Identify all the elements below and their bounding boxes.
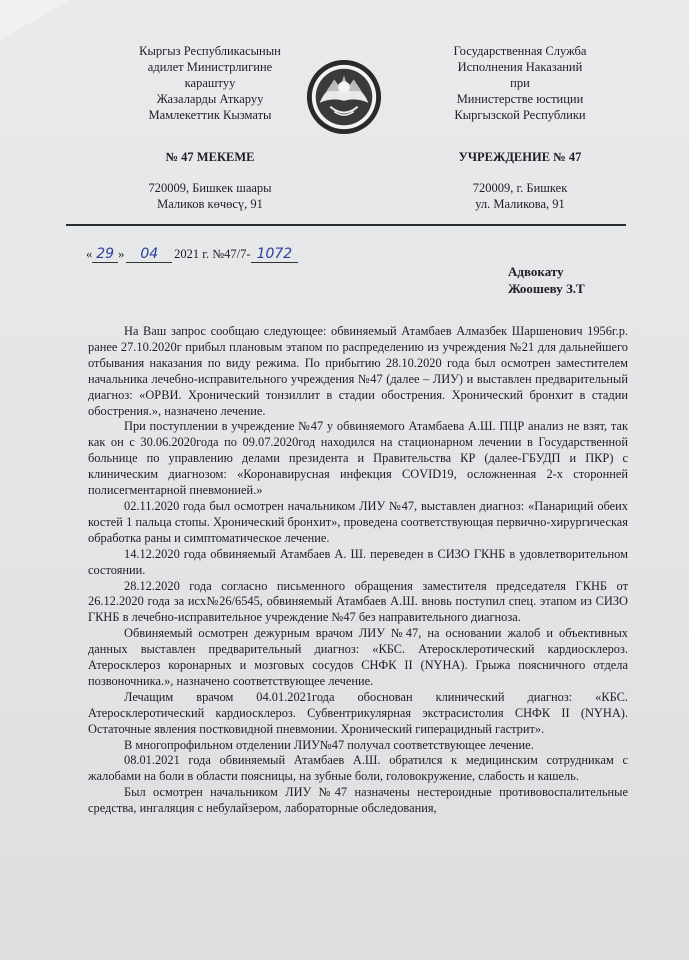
body-paragraph: 28.12.2020 года согласно письменного обращения заместителя председателя ГКНБ от 26.12.2020 года за исх№26/6545, обвиняемый Атамбаев А.Ш. вновь поступил спец. этапом из СИЗО ГКНБ в лечебно-исправительное учреждение №47 без направительного диагноза. xyxy=(88,578,628,625)
state-emblem-icon xyxy=(305,58,383,136)
header-right-address xyxy=(405,180,635,212)
body-paragraph: В многопрофильном отделении ЛИУ№47 получал соответствующее лечение. xyxy=(124,737,534,752)
body-paragraph: 02.11.2020 года был осмотрен начальником ЛИУ №47, выставлен диагноз: «Панариций обеих костей 1 пальца стопы. Хронический бронхит», проведена соответствующая первично-хирургическая обработка раны и симптоматическое лечение. xyxy=(88,498,628,545)
letter-body xyxy=(88,324,628,817)
outgoing-date-number xyxy=(86,246,298,262)
outgoing-number-handwritten: 1072 xyxy=(251,246,299,263)
header-left-org: № 47 МЕКЕМЕ xyxy=(165,150,255,164)
body-paragraph: 14.12.2020 года обвиняемый Атамбаев А. Ш. переведен в СИЗО ГКНБ в удовлетворительном состоянии. xyxy=(88,546,628,577)
addressee-name: Жоошеву З.Т xyxy=(508,281,585,296)
body-paragraph: Был осмотрен начальником ЛИУ №47 назначены нестероидные противовоспалительные средства, ингаляция с небулайзером, лабораторные обследования, xyxy=(88,785,628,816)
header-left-line: адилет Министрлигине xyxy=(147,60,273,74)
address-line: Маликов көчөсү, 91 xyxy=(157,197,263,211)
header-right-line: Министерстве юстиции xyxy=(456,92,584,106)
body-paragraph: Лечащим врачом 04.01.2021года обоснован клинический диагноз: «КБС. Атеросклеротический кардиосклероз. Субвентрикулярная экстрасистолия СНФК II (NYHA). Остаточные явления постковидной пневмонии. Хронический гиперацидный гастрит». xyxy=(88,689,628,736)
date-day-handwritten: 29 xyxy=(92,246,118,263)
date-close-quote: » xyxy=(118,247,125,261)
date-year-text: 2021 г. №47/7- xyxy=(174,247,251,261)
header-divider xyxy=(66,224,626,226)
header-right-line: при xyxy=(510,76,530,90)
header-left-line: Мамлекеттик Кызматы xyxy=(148,108,272,122)
body-paragraph: На Ваш запрос сообщаю следующее: обвиняемый Атамбаев Алмазбек Шаршенович 1956г.р. ранее 27.10.2020г прибыл плановым этапом по распределению из учреждения №21 для дальнейшего отбывания наказания по виду режима. По прибытию 28.10.2020 года был осмотрен заместителем начальника лечебно-исправительного учреждения №47 (далее – ЛИУ) и выставлен предварительный диагноз: «ОРВИ. Хронический тонзиллит в стадии обострения. Хронический бронхит в стадии обострения.», назначено лечение. xyxy=(88,324,628,418)
header-left-line: Жазаларды Аткаруу xyxy=(156,92,264,106)
date-month-handwritten: 04 xyxy=(126,246,172,263)
header-right-line: Кыргызской Республики xyxy=(454,108,586,122)
body-paragraph: Обвиняемый осмотрен дежурным врачом ЛИУ №47, на основании жалоб и объективных данных выставлен предварительный диагноз: «КБС. Атеросклеротический кардиосклероз. Атеросклероз коронарных и мозговых сосудов СНФК II (NYHA). Грыжа поясничного отдела позвоночника.», назначено соответствующее лечение. xyxy=(88,626,628,688)
addressee-title: Адвокату xyxy=(508,264,564,279)
header-left-address xyxy=(100,180,320,212)
address-line: 720009, г. Бишкек xyxy=(472,181,568,195)
date-open-quote: « xyxy=(86,247,93,261)
header-right-line: Государственная Служба xyxy=(453,44,587,58)
address-line: 720009, Бишкек шаары xyxy=(148,181,272,195)
addressee-block xyxy=(508,263,585,297)
address-line: ул. Маликова, 91 xyxy=(475,197,565,211)
header-left-line: караштуу xyxy=(184,76,236,90)
header-right-line: Исполнения Наказаний xyxy=(457,60,583,74)
header-left-line: Кыргыз Республикасынын xyxy=(139,44,281,58)
header-right-org: УЧРЕЖДЕНИЕ № 47 xyxy=(458,150,582,164)
body-paragraph: При поступлении в учреждение №47 у обвиняемого Атамбаева А.Ш. ПЦР анализ не взят, так как он с 30.06.2020года по 09.07.2020год находился на стационарном лечении в Государственной больнице по управлению делами президента и Правительства КР (далее-ГБУДП и ПКР) с клиническим диагнозом: «Коронавирусная инфекция COVID19, осложненная 2-х сторонней полисегментарной пневмонией.» xyxy=(88,419,628,498)
torn-corner xyxy=(0,0,70,40)
header-left-kyrgyz xyxy=(100,43,320,123)
header-right-russian xyxy=(405,43,635,123)
body-paragraph: 08.01.2021 года обвиняемый Атамбаев А.Ш. обратился к медицинским сотрудникам с жалобами на боли в области поясницы, на зубные боли, головокружение, слабость и кашель. xyxy=(88,753,628,784)
